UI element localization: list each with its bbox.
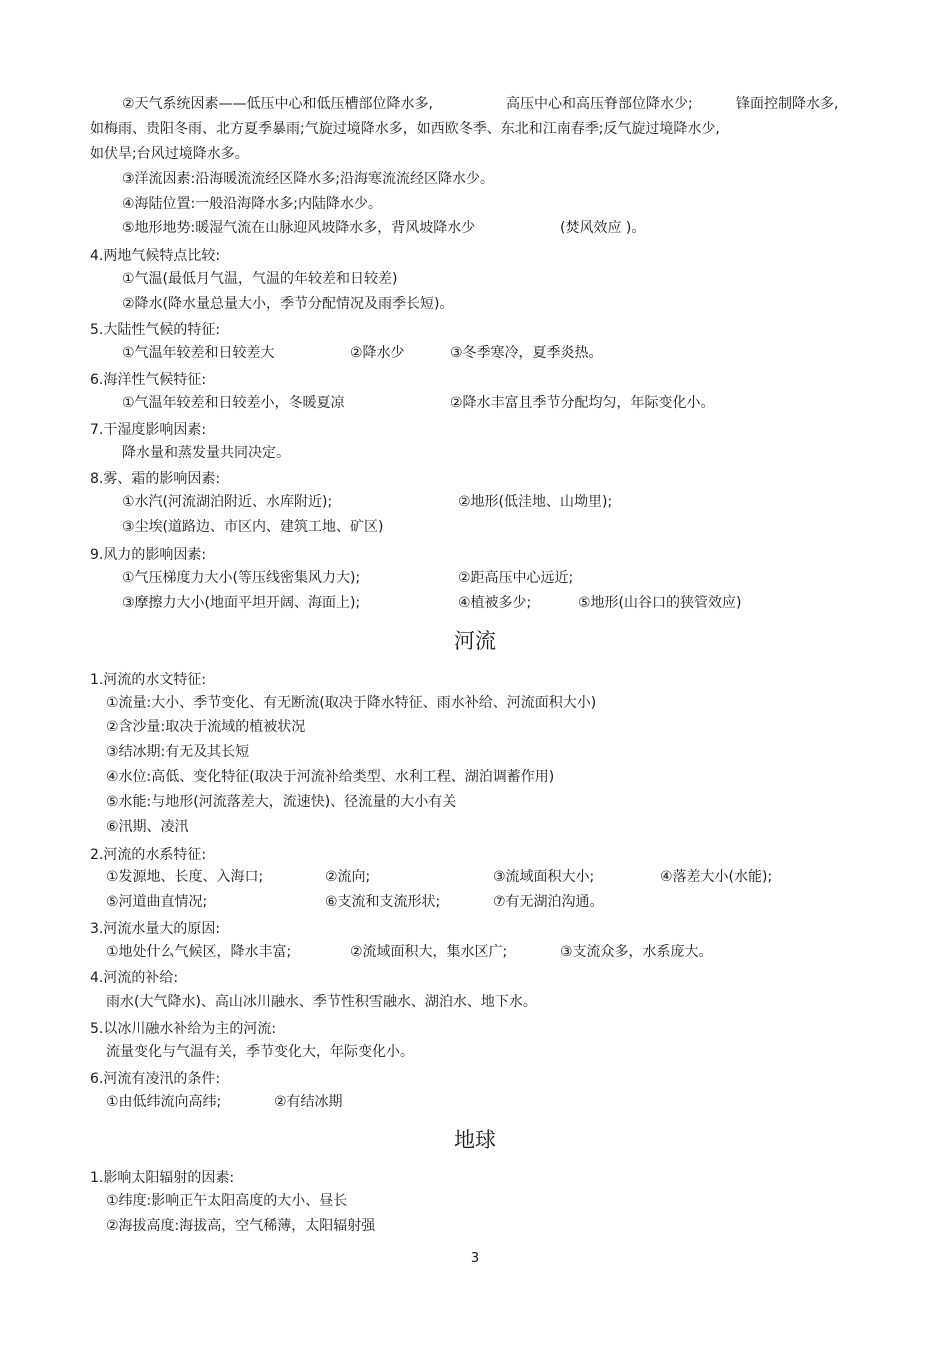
wind-item-2: ②距高压中心远近; bbox=[458, 570, 574, 586]
river-system-item-7: ⑦有无湖泊沟通。 bbox=[493, 894, 604, 910]
river-glacier-item: 流量变化与气温有关，季节变化大，年际变化小。 bbox=[106, 1044, 414, 1060]
river-system-item-6: ⑥支流和支流形状; bbox=[325, 894, 441, 910]
page-number: 3 bbox=[470, 1251, 480, 1266]
climate-compare-item-2: ②降水(降水量总量大小，季节分配情况及雨季长短)。 bbox=[122, 296, 454, 312]
wind-item-1: ①气压梯度力大小(等压线密集风力大); bbox=[122, 570, 361, 586]
weather-factor-line-2: 如梅雨、贵阳冬雨、北方夏季暴雨;气旋过境降水多，如西欧冬季、东北和江南春季;反气旋过境降水少, bbox=[90, 121, 720, 137]
wind-item-5: ⑤地形(山谷口的狭管效应) bbox=[578, 595, 742, 611]
weather-factor-part-b: 高压中心和高压脊部位降水少; bbox=[506, 96, 693, 112]
fog-heading: 8.雾、霜的影响因素: bbox=[90, 471, 221, 487]
terrain-factor-part-b: (焚风效应 )。 bbox=[560, 220, 646, 236]
river-volume-item-2: ②流域面积大，集水区广; bbox=[350, 944, 508, 960]
river-volume-item-3: ③支流众多，水系庞大。 bbox=[560, 944, 713, 960]
maritime-item-1: ①气温年较差和日较差小，冬暖夏凉 bbox=[122, 395, 345, 411]
river-hydro-item-4: ④水位:高低、变化特征(取决于河流补给类型、水利工程、湖泊调蓄作用) bbox=[106, 769, 555, 785]
continental-heading: 5.大陆性气候的特征: bbox=[90, 322, 221, 338]
wind-heading: 9.风力的影响因素: bbox=[90, 547, 207, 563]
solar-radiation-item-2: ②海拔高度:海拔高，空气稀薄，太阳辐射强 bbox=[106, 1218, 376, 1234]
wind-item-3: ③摩擦力大小(地面平坦开阔、海面上); bbox=[122, 595, 361, 611]
weather-factor-line-3: 如伏旱;台风过境降水多。 bbox=[90, 146, 249, 162]
river-hydro-item-3: ③结冰期:有无及其长短 bbox=[106, 744, 250, 760]
river-supply-heading: 4.河流的补给: bbox=[90, 970, 179, 986]
river-system-item-1: ①发源地、长度、入海口; bbox=[106, 869, 264, 885]
earth-section-title: 地球 bbox=[454, 1128, 496, 1152]
river-hydro-item-2: ②含沙量:取决于流域的植被状况 bbox=[106, 719, 306, 735]
maritime-heading: 6.海洋性气候特征: bbox=[90, 372, 207, 388]
river-system-item-4: ④落差大小(水能); bbox=[660, 869, 773, 885]
river-system-item-2: ②流向; bbox=[325, 869, 371, 885]
river-ice-item-2: ②有结冰期 bbox=[274, 1094, 343, 1110]
river-system-item-3: ③流域面积大小; bbox=[493, 869, 595, 885]
maritime-item-2: ②降水丰富且季节分配均匀，年际变化小。 bbox=[450, 395, 715, 411]
continental-item-3: ③冬季寒冷，夏季炎热。 bbox=[450, 345, 603, 361]
river-system-heading: 2.河流的水系特征: bbox=[90, 847, 207, 863]
river-section-title: 河流 bbox=[454, 629, 496, 653]
humidity-item: 降水量和蒸发量共同决定。 bbox=[122, 445, 290, 461]
weather-factor-part-c: 锋面控制降水多, bbox=[736, 96, 839, 112]
weather-factor-part-a: ②天气系统因素——低压中心和低压槽部位降水多, bbox=[122, 96, 433, 112]
river-hydro-item-5: ⑤水能:与地形(河流落差大，流速快)、径流量的大小有关 bbox=[106, 794, 457, 810]
river-supply-item: 雨水(大气降水)、高山冰川融水、季节性积雪融水、湖泊水、地下水。 bbox=[106, 994, 537, 1010]
continental-item-2: ②降水少 bbox=[350, 345, 405, 361]
fog-item-3: ③尘埃(道路边、市区内、建筑工地、矿区) bbox=[122, 519, 384, 535]
land-sea-factor: ④海陆位置:一般沿海降水多;内陆降水少。 bbox=[122, 196, 382, 212]
river-hydro-heading: 1.河流的水文特征: bbox=[90, 672, 207, 688]
river-system-item-5: ⑤河道曲直情况; bbox=[106, 894, 208, 910]
river-ice-heading: 6.河流有凌汛的条件: bbox=[90, 1071, 221, 1087]
wind-item-4: ④植被多少; bbox=[458, 595, 532, 611]
river-volume-item-1: ①地处什么气候区，降水丰富; bbox=[106, 944, 292, 960]
continental-item-1: ①气温年较差和日较差大 bbox=[122, 345, 275, 361]
climate-compare-heading: 4.两地气候特点比较: bbox=[90, 248, 221, 264]
river-ice-item-1: ①由低纬流向高纬; bbox=[106, 1094, 222, 1110]
river-glacier-heading: 5.以冰川融水补给为主的河流: bbox=[90, 1021, 277, 1037]
terrain-factor-part-a: ⑤地形地势:暖湿气流在山脉迎风坡降水多，背风坡降水少 bbox=[122, 220, 476, 236]
river-hydro-item-6: ⑥汛期、凌汛 bbox=[106, 819, 189, 835]
solar-radiation-item-1: ①纬度:影响正午太阳高度的大小、昼长 bbox=[106, 1193, 348, 1209]
humidity-heading: 7.干湿度影响因素: bbox=[90, 422, 207, 438]
fog-item-1: ①水汽(河流湖泊附近、水库附近); bbox=[122, 494, 333, 510]
climate-compare-item-1: ①气温(最低月气温，气温的年较差和日较差) bbox=[122, 271, 398, 287]
fog-item-2: ②地形(低洼地、山坳里); bbox=[458, 494, 613, 510]
river-volume-heading: 3.河流水量大的原因: bbox=[90, 921, 221, 937]
solar-radiation-heading: 1.影响太阳辐射的因素: bbox=[90, 1170, 235, 1186]
ocean-current-factor: ③洋流因素:沿海暖流流经区降水多;沿海寒流流经区降水少。 bbox=[122, 171, 494, 187]
river-hydro-item-1: ①流量:大小、季节变化、有无断流(取决于降水特征、雨水补给、河流面积大小) bbox=[106, 695, 597, 711]
